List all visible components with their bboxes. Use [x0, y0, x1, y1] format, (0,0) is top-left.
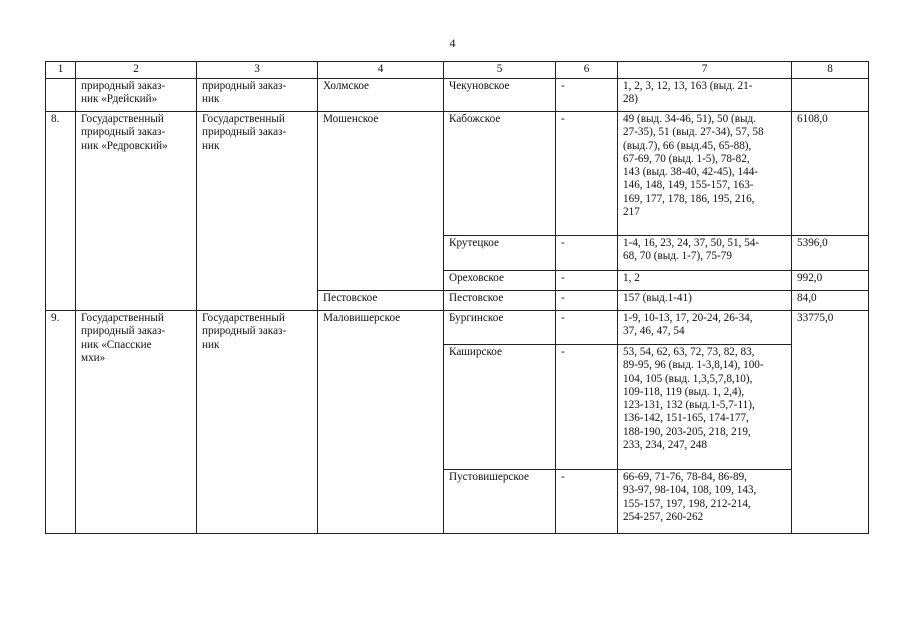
forestry-cell: Каширское: [444, 345, 556, 470]
column-header: 2: [76, 62, 197, 79]
column-header: 8: [792, 62, 869, 79]
reserves-table: [45, 61, 869, 534]
district-cell: Маловишерское: [318, 311, 444, 534]
column-header: 5: [444, 62, 556, 79]
column-header: 1: [46, 62, 76, 79]
column-header: 7: [618, 62, 792, 79]
area-cell: 84,0: [792, 291, 869, 311]
forestry-cell: Бургинское: [444, 311, 556, 345]
quarters-cell: 53, 54, 62, 63, 72, 73, 82, 83, 89-95, 96 (выд. 1-3,8,14), 100- 104, 105 (выд. 1,3,5,7,8,10), 109-118, 119 (выд. 1, 2,4), 123-131, 132 (выд.1-5,7-11), 136-142, 151-165, 174-177, 188-190, 203-205, 218, 219, 233, 234, 247, 248: [618, 345, 792, 470]
forestry-cell: Ореховское: [444, 271, 556, 291]
table-row: [46, 311, 869, 345]
dash-cell: -: [556, 311, 618, 345]
dash-cell: -: [556, 470, 618, 534]
area-cell: 5396,0: [792, 236, 869, 271]
area-cell: 33775,0: [792, 311, 869, 534]
forestry-cell: Пестовское: [444, 291, 556, 311]
table-row: [46, 79, 869, 112]
page-number: 4: [449, 36, 456, 50]
table-row: [46, 112, 869, 236]
row-number-cell: [46, 79, 76, 112]
district-cell: Мошенское: [318, 112, 444, 291]
reserve-name-cell: Государственный природный заказ- ник «Редровский»: [76, 112, 197, 311]
reserve-type-cell: Государственный природный заказ- ник: [197, 112, 318, 311]
column-header: 6: [556, 62, 618, 79]
dash-cell: -: [556, 79, 618, 112]
row-number-cell: 8.: [46, 112, 76, 311]
area-cell: [792, 79, 869, 112]
quarters-cell: 1, 2, 3, 12, 13, 163 (выд. 21- 28): [618, 79, 792, 112]
dash-cell: -: [556, 291, 618, 311]
quarters-cell: 1-4, 16, 23, 24, 37, 50, 51, 54- 68, 70 (выд. 1-7), 75-79: [618, 236, 792, 271]
area-cell: 6108,0: [792, 112, 869, 236]
forestry-cell: Кабожское: [444, 112, 556, 236]
quarters-cell: 157 (выд.1-41): [618, 291, 792, 311]
reserve-type-cell: Государственный природный заказ- ник: [197, 311, 318, 534]
district-cell: Пестовское: [318, 291, 444, 311]
header-row: [46, 62, 869, 79]
forestry-cell: Крутецкое: [444, 236, 556, 271]
quarters-cell: 1, 2: [618, 271, 792, 291]
dash-cell: -: [556, 271, 618, 291]
column-header: 3: [197, 62, 318, 79]
district-cell: Холмское: [318, 79, 444, 112]
reserve-name-cell: Государственный природный заказ- ник «Спасские мхи»: [76, 311, 197, 534]
reserve-name-cell: природный заказ- ник «Рдейский»: [76, 79, 197, 112]
dash-cell: -: [556, 112, 618, 236]
area-cell: 992,0: [792, 271, 869, 291]
forestry-cell: Пустовишерское: [444, 470, 556, 534]
row-number-cell: 9.: [46, 311, 76, 534]
column-header: 4: [318, 62, 444, 79]
quarters-cell: 49 (выд. 34-46, 51), 50 (выд. 27-35), 51 (выд. 27-34), 57, 58 (выд.7), 66 (выд.45, 65-88), 67-69, 70 (выд. 1-5), 78-82, 143 (выд. 38-40, 42-45), 144- 146, 148, 149, 155-157, 163- 169, 177, 178, 186, 195, 216, 217: [618, 112, 792, 236]
quarters-cell: 1-9, 10-13, 17, 20-24, 26-34, 37, 46, 47, 54: [618, 311, 792, 345]
reserve-type-cell: природный заказ- ник: [197, 79, 318, 112]
dash-cell: -: [556, 236, 618, 271]
quarters-cell: 66-69, 71-76, 78-84, 86-89, 93-97, 98-104, 108, 109, 143, 155-157, 197, 198, 212-214, 254-257, 260-262: [618, 470, 792, 534]
dash-cell: -: [556, 345, 618, 470]
forestry-cell: Чекуновское: [444, 79, 556, 112]
